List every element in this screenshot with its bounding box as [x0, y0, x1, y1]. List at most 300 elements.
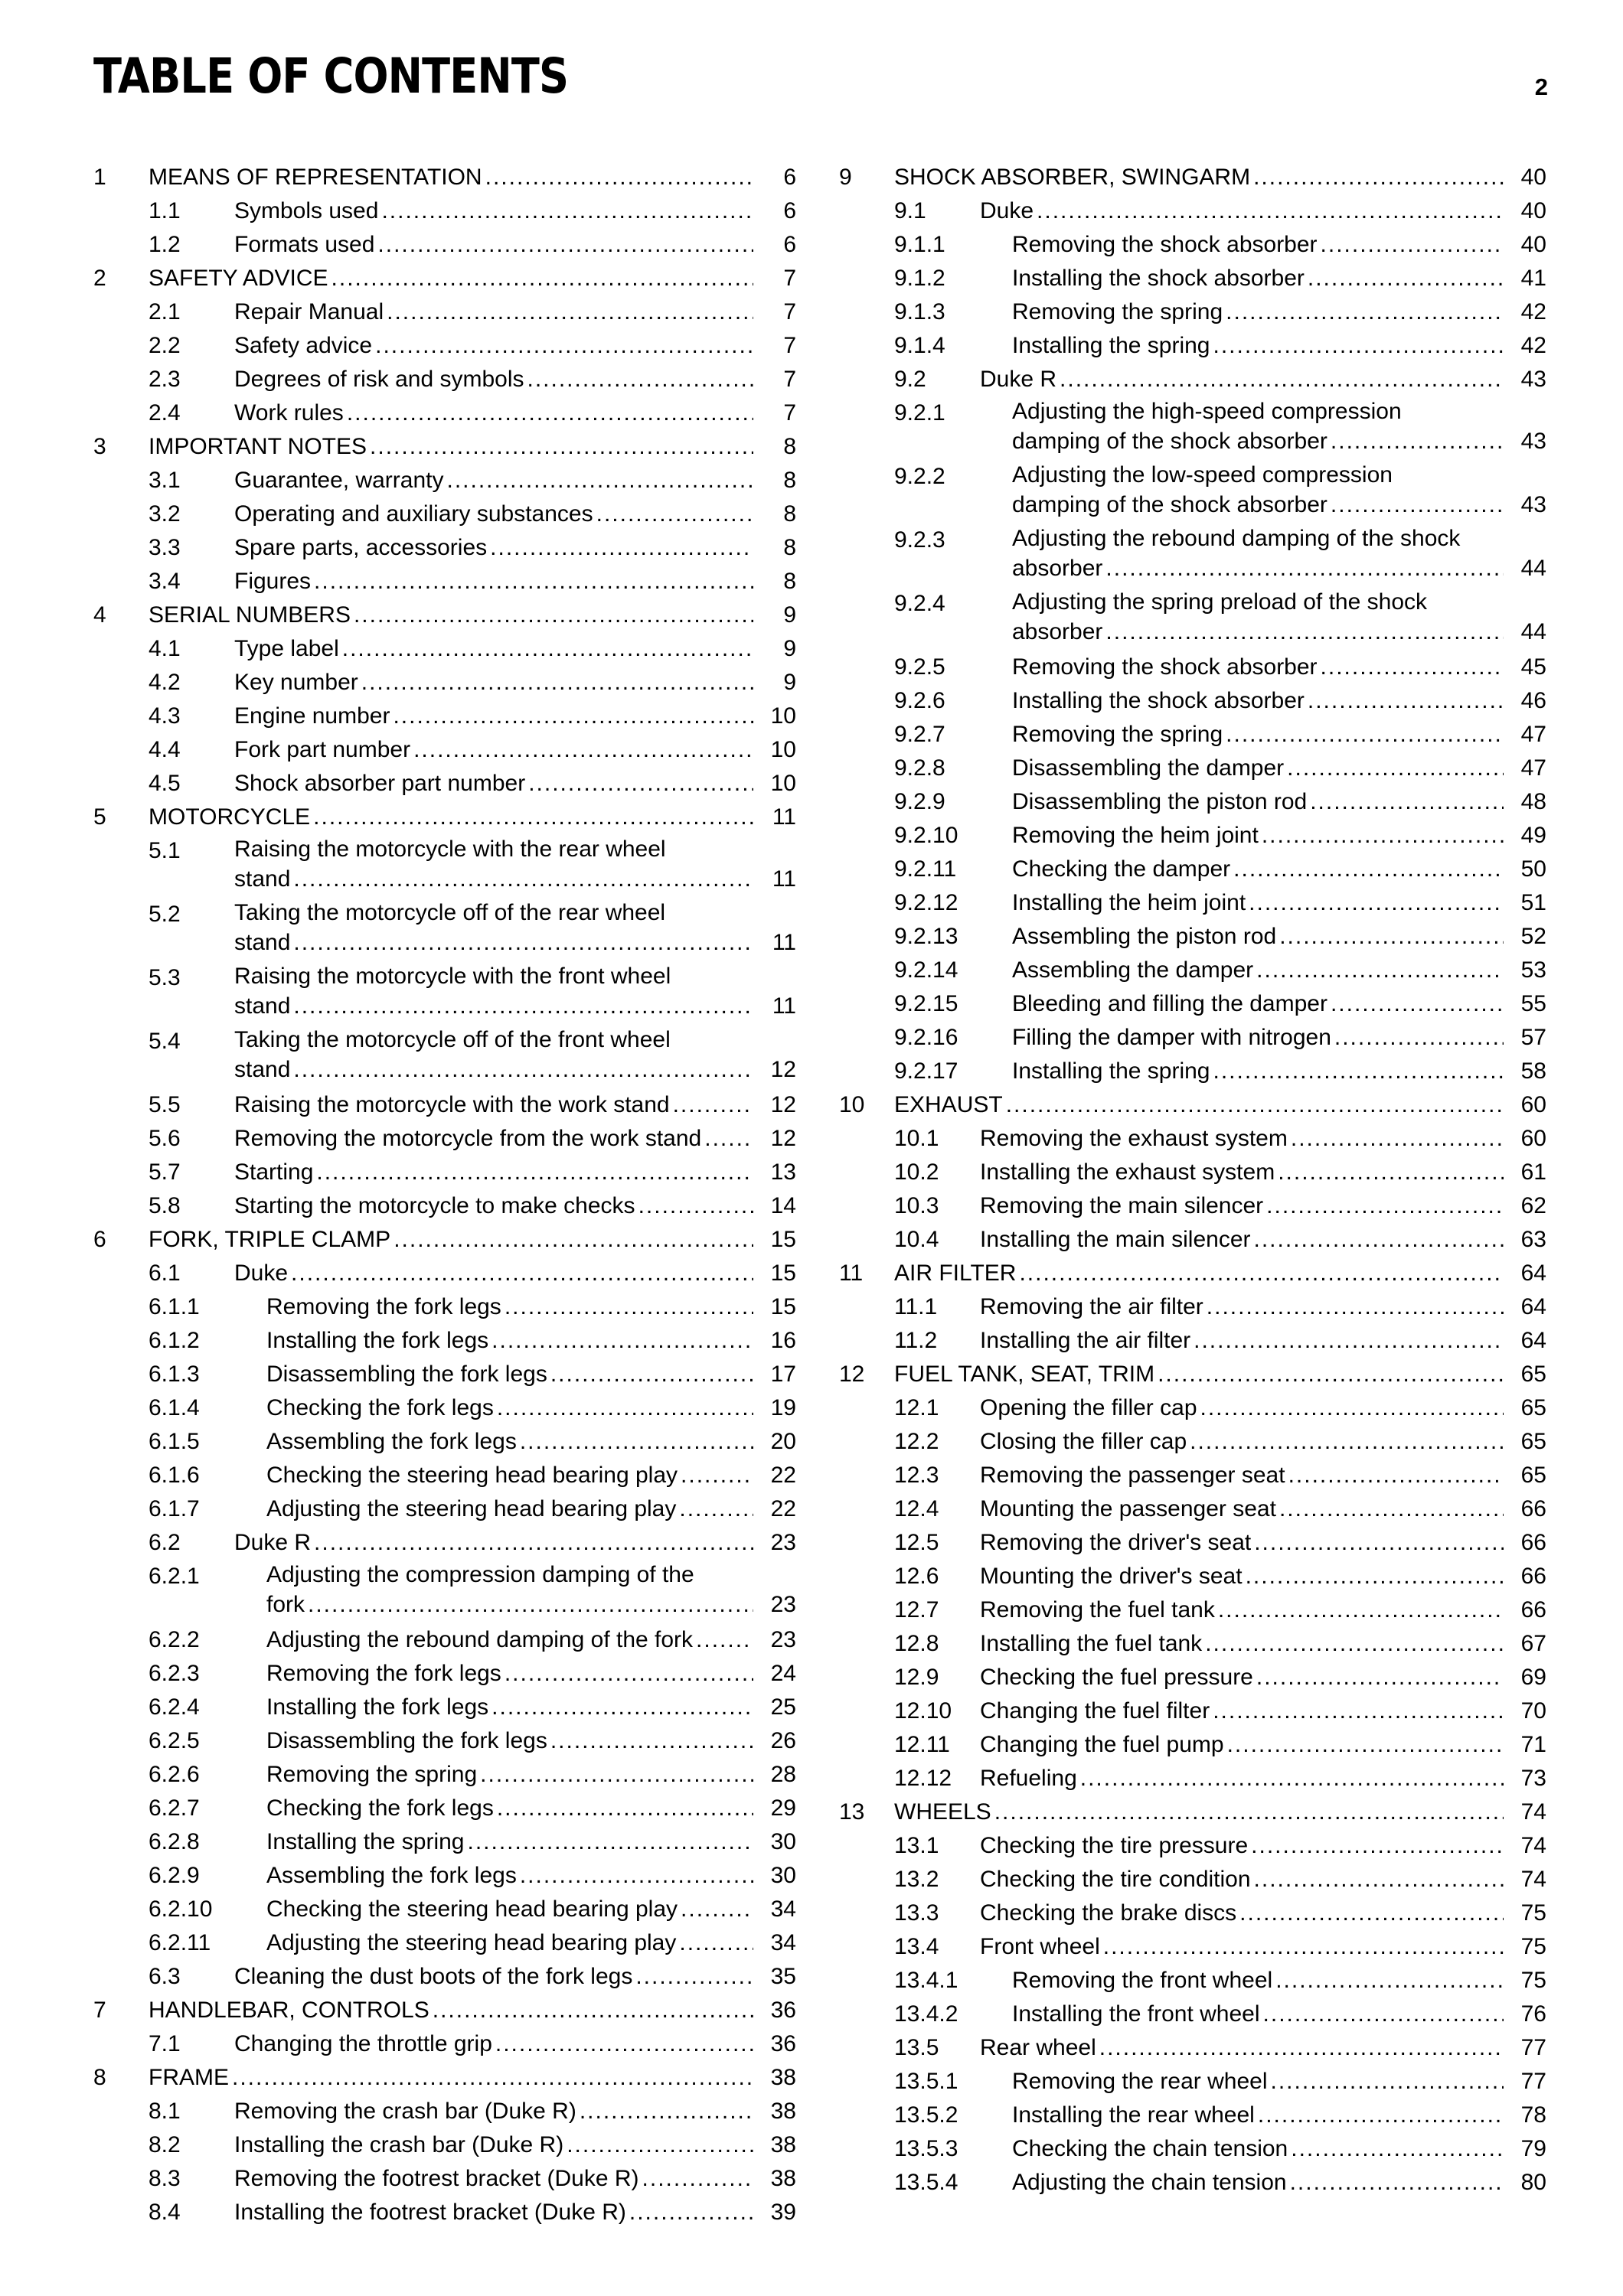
toc-entry-number: 6.1.7	[149, 1496, 200, 1521]
toc-entry-number: 4.2	[149, 670, 181, 695]
toc-entry[interactable]	[93, 228, 796, 262]
dot-leader	[1207, 1290, 1504, 1324]
toc-entry-title: Adjusting the steering head bearing play	[266, 1930, 677, 1955]
toc-entry[interactable]	[839, 1560, 1546, 1593]
toc-entry-number: 5.4	[149, 1029, 181, 1054]
toc-entry-number: 6.2.1	[149, 1564, 200, 1589]
toc-entry-number: 5.8	[149, 1193, 181, 1218]
dot-leader	[505, 1290, 753, 1324]
toc-entry-page: 12	[770, 1126, 796, 1151]
dot-leader	[1279, 1492, 1504, 1526]
toc-entry-title: Installing the spring	[266, 1829, 465, 1854]
toc-entry[interactable]	[93, 430, 796, 464]
toc-entry[interactable]	[839, 1998, 1546, 2031]
toc-entry[interactable]	[93, 194, 796, 228]
toc-entry[interactable]	[839, 1762, 1546, 1795]
toc-entry-number: 6.2.2	[149, 1627, 200, 1652]
toc-entry-page: 34	[770, 1930, 796, 1955]
dot-leader	[1256, 1661, 1504, 1694]
toc-entry[interactable]	[93, 1459, 796, 1492]
toc-entry-page: 8	[783, 501, 796, 527]
toc-entry[interactable]	[93, 598, 796, 632]
toc-entry[interactable]	[93, 898, 796, 957]
toc-entry-title: Disassembling the fork legs	[266, 1728, 547, 1753]
toc-entry[interactable]	[93, 396, 796, 430]
toc-entry-title: Duke R	[234, 1530, 312, 1555]
toc-entry-page: 64	[1520, 1261, 1546, 1286]
toc-entry[interactable]	[93, 801, 796, 834]
dot-leader	[550, 1724, 753, 1758]
toc-entry[interactable]	[93, 700, 796, 733]
toc-entry-page: 49	[1520, 823, 1546, 848]
toc-entry-page: 52	[1520, 924, 1546, 949]
toc-entry-title: Work rules	[234, 400, 344, 426]
toc-entry-title: Taking the motorcycle off of the rear wheel	[234, 900, 666, 925]
toc-entry-number: 1	[93, 165, 106, 190]
toc-entry-page: 65	[1520, 1429, 1546, 1454]
toc-entry[interactable]	[839, 1021, 1546, 1055]
toc-entry-number: 9.2.12	[894, 890, 958, 915]
toc-entry-number: 11.1	[894, 1294, 938, 1319]
toc-entry-number: 9.2.1	[894, 400, 945, 426]
toc-entry-title: Installing the fork legs	[266, 1694, 489, 1720]
toc-entry[interactable]	[839, 460, 1546, 520]
toc-entry[interactable]	[93, 1025, 796, 1084]
toc-entry-title: Removing the spring	[1012, 722, 1223, 747]
dot-leader	[413, 733, 753, 767]
toc-entry[interactable]	[93, 1560, 796, 1619]
toc-entry-page: 24	[770, 1661, 796, 1686]
toc-entry-number: 12.12	[894, 1766, 952, 1791]
toc-entry-title: Removing the passenger seat	[980, 1463, 1285, 1488]
toc-entry-number: 12.11	[894, 1732, 950, 1757]
toc-entry-number: 12.4	[894, 1496, 939, 1521]
toc-entry-title: Checking the chain tension	[1012, 2136, 1288, 2161]
dot-leader	[370, 430, 753, 464]
toc-column-right	[839, 161, 1546, 2200]
dot-leader	[528, 767, 753, 801]
toc-entry-number: 8.3	[149, 2166, 181, 2191]
toc-entry[interactable]	[93, 1257, 796, 1290]
toc-entry[interactable]	[93, 1391, 796, 1425]
toc-entry[interactable]	[839, 1863, 1546, 1896]
toc-entry[interactable]	[839, 2132, 1546, 2166]
toc-entry[interactable]	[839, 1795, 1546, 1829]
toc-entry-page: 62	[1520, 1193, 1546, 1218]
toc-entry-title: MEANS OF REPRESENTATION	[149, 165, 482, 190]
toc-entry-page: 64	[1520, 1294, 1546, 1319]
toc-entry-title: Assembling the fork legs	[266, 1863, 517, 1888]
toc-entry-number: 12.1	[894, 1395, 939, 1420]
toc-entry-title: Changing the throttle grip	[234, 2031, 492, 2056]
toc-entry-number: 3	[93, 434, 106, 459]
toc-entry-page: 66	[1520, 1496, 1546, 1521]
dot-leader	[497, 1792, 753, 1825]
toc-entry[interactable]	[93, 1425, 796, 1459]
toc-entry[interactable]	[93, 329, 796, 363]
toc-entry[interactable]	[93, 2128, 796, 2162]
toc-entry-title: Refueling	[980, 1766, 1077, 1791]
toc-entry[interactable]	[93, 1994, 796, 2027]
toc-entry[interactable]	[839, 987, 1546, 1021]
toc-entry[interactable]	[93, 733, 796, 767]
toc-entry-number: 5.7	[149, 1159, 181, 1185]
toc-entry[interactable]	[839, 396, 1546, 456]
toc-entry-number: 8.2	[149, 2132, 181, 2157]
toc-entry[interactable]	[93, 1758, 796, 1792]
toc-entry[interactable]	[839, 2065, 1546, 2099]
toc-entry[interactable]	[93, 1088, 796, 1122]
toc-entry-title: stand	[234, 1057, 291, 1082]
dot-leader	[567, 2128, 753, 2162]
toc-entry[interactable]	[93, 565, 796, 598]
toc-entry[interactable]	[93, 1825, 796, 1859]
toc-entry[interactable]	[839, 363, 1546, 396]
toc-entry-page: 12	[770, 1092, 796, 1117]
toc-entry[interactable]	[839, 1156, 1546, 1189]
toc-entry-title: Removing the fork legs	[266, 1661, 501, 1686]
toc-entry[interactable]	[93, 2162, 796, 2196]
toc-entry-title: EXHAUST	[894, 1092, 1003, 1117]
dot-leader	[527, 363, 754, 396]
toc-entry-number: 9	[839, 165, 852, 190]
toc-entry[interactable]	[839, 295, 1546, 329]
toc-entry-page: 38	[770, 2099, 796, 2124]
toc-entry-title: Checking the fork legs	[266, 1795, 494, 1821]
toc-entry[interactable]	[839, 1358, 1546, 1391]
toc-entry-title: Installing the heim joint	[1012, 890, 1246, 915]
toc-entry-number: 6.2.9	[149, 1863, 200, 1888]
toc-entry[interactable]	[839, 1223, 1546, 1257]
toc-entry[interactable]	[839, 1593, 1546, 1627]
toc-entry-number: 4.4	[149, 737, 181, 762]
toc-entry-page: 66	[1520, 1564, 1546, 1589]
toc-entry[interactable]	[93, 262, 796, 295]
toc-entry[interactable]	[93, 464, 796, 497]
toc-entry-title: Duke	[980, 198, 1034, 223]
toc-entry-number: 12	[839, 1362, 865, 1387]
toc-entry-number: 3.3	[149, 535, 181, 560]
toc-entry[interactable]	[93, 1324, 796, 1358]
toc-entry-title: Duke	[234, 1261, 289, 1286]
toc-entry[interactable]	[839, 1324, 1546, 1358]
toc-entry-number: 9.2.7	[894, 722, 945, 747]
toc-entry[interactable]	[93, 2095, 796, 2128]
toc-entry-title: Checking the steering head bearing play	[266, 1463, 678, 1488]
toc-entry[interactable]	[93, 363, 796, 396]
toc-entry[interactable]	[839, 1526, 1546, 1560]
toc-entry-title: Installing the main silencer	[980, 1227, 1251, 1252]
toc-entry-title: Opening the filler cap	[980, 1395, 1197, 1420]
toc-entry[interactable]	[839, 1728, 1546, 1762]
dot-leader	[642, 2162, 753, 2196]
toc-entry[interactable]	[839, 1122, 1546, 1156]
toc-entry[interactable]	[839, 1694, 1546, 1728]
toc-entry-title: Duke R	[980, 367, 1057, 392]
dot-leader	[1321, 651, 1504, 684]
toc-entry-title: Adjusting the spring preload of the shock	[1012, 589, 1428, 615]
toc-entry[interactable]	[839, 523, 1546, 583]
toc-entry-title: Installing the spring	[1012, 333, 1210, 358]
toc-entry-title: Removing the spring	[266, 1762, 478, 1787]
dot-leader	[1105, 553, 1504, 583]
toc-entry-page: 73	[1520, 1766, 1546, 1791]
toc-entry-title: Front wheel	[980, 1934, 1100, 1959]
dot-leader	[485, 161, 753, 194]
dot-leader	[1253, 161, 1504, 194]
toc-entry-title: Installing the front wheel	[1012, 2001, 1260, 2027]
toc-entry-title: Adjusting the low-speed compression	[1012, 462, 1393, 488]
toc-entry-title: Adjusting the high-speed compression	[1012, 399, 1402, 424]
toc-entry-page: 9	[783, 636, 796, 661]
dot-leader	[394, 1223, 753, 1257]
toc-entry-title: Raising the motorcycle with the front wheel	[234, 964, 671, 989]
toc-entry[interactable]	[93, 961, 796, 1021]
toc-entry-page: 66	[1520, 1530, 1546, 1555]
toc-entry-page: 76	[1520, 2001, 1546, 2027]
toc-entry[interactable]	[93, 1526, 796, 1560]
toc-entry[interactable]	[839, 1964, 1546, 1998]
toc-entry[interactable]	[839, 718, 1546, 752]
toc-entry-number: 5.2	[149, 902, 181, 927]
toc-entry-number: 6.2.7	[149, 1795, 200, 1821]
toc-entry-title: Starting	[234, 1159, 314, 1185]
toc-entry[interactable]	[839, 2166, 1546, 2200]
toc-entry-number: 2.2	[149, 333, 181, 358]
toc-entry-title: Installing the fork legs	[266, 1328, 489, 1353]
toc-entry[interactable]	[93, 1859, 796, 1893]
toc-entry-title: Installing the shock absorber	[1012, 688, 1305, 713]
toc-entry-number: 1.2	[149, 232, 181, 257]
toc-entry-page: 16	[770, 1328, 796, 1353]
toc-entry-page: 39	[770, 2200, 796, 2225]
toc-entry-title: Removing the main silencer	[980, 1193, 1264, 1218]
toc-entry-number: 9.2.10	[894, 823, 958, 848]
toc-entry[interactable]	[839, 1829, 1546, 1863]
toc-entry[interactable]	[839, 1189, 1546, 1223]
dot-leader	[1266, 1189, 1504, 1223]
toc-entry[interactable]	[839, 194, 1546, 228]
toc-entry-page: 50	[1520, 856, 1546, 882]
toc-entry[interactable]	[93, 1792, 796, 1825]
toc-entry-page: 38	[770, 2132, 796, 2157]
toc-entry[interactable]	[93, 1657, 796, 1691]
toc-entry[interactable]	[93, 531, 796, 565]
toc-entry[interactable]	[839, 651, 1546, 684]
toc-entry[interactable]	[93, 1358, 796, 1391]
toc-entry[interactable]	[839, 785, 1546, 819]
toc-entry-title: Removing the fork legs	[266, 1294, 501, 1319]
toc-entry-number: 6.1.6	[149, 1463, 200, 1488]
dot-leader	[1246, 1560, 1504, 1593]
toc-entry-title: MOTORCYCLE	[149, 804, 311, 830]
toc-entry[interactable]	[93, 1724, 796, 1758]
dot-leader	[468, 1825, 754, 1859]
toc-entry-page: 11	[772, 866, 796, 892]
toc-entry-title: Assembling the piston rod	[1012, 924, 1277, 949]
toc-entry[interactable]	[839, 684, 1546, 718]
toc-entry[interactable]	[839, 1088, 1546, 1122]
toc-entry-title: damping of the shock absorber	[1012, 429, 1327, 454]
toc-entry[interactable]	[93, 2196, 796, 2229]
toc-entry-page: 38	[770, 2065, 796, 2090]
toc-entry[interactable]	[93, 834, 796, 894]
toc-entry-number: 12.10	[894, 1698, 952, 1724]
toc-entry-page: 51	[1520, 890, 1546, 915]
toc-entry-page: 20	[770, 1429, 796, 1454]
toc-entry-title: Disassembling the piston rod	[1012, 789, 1308, 814]
dot-leader	[1254, 1863, 1504, 1896]
toc-entry-page: 10	[770, 703, 796, 729]
toc-entry[interactable]	[93, 497, 796, 531]
toc-entry[interactable]	[839, 1896, 1546, 1930]
toc-entry[interactable]	[93, 161, 796, 194]
toc-entry[interactable]	[93, 1926, 796, 1960]
toc-entry-title: Adjusting the rebound damping of the fork	[266, 1627, 694, 1652]
toc-entry-page: 36	[770, 1998, 796, 2023]
dot-leader	[1103, 1930, 1504, 1964]
toc-entry[interactable]	[93, 1492, 796, 1526]
toc-entry-title: Repair Manual	[234, 299, 384, 325]
dot-leader	[1331, 987, 1504, 1021]
dot-leader	[342, 632, 753, 666]
toc-entry[interactable]	[839, 1459, 1546, 1492]
toc-entry[interactable]	[839, 2099, 1546, 2132]
toc-entry[interactable]	[93, 1960, 796, 1994]
dot-leader	[377, 228, 753, 262]
toc-entry[interactable]	[839, 161, 1546, 194]
toc-entry-page: 29	[770, 1795, 796, 1821]
toc-entry[interactable]	[839, 329, 1546, 363]
dot-leader	[638, 1189, 753, 1223]
toc-entry-number: 12.2	[894, 1429, 939, 1454]
toc-entry-title: AIR FILTER	[894, 1261, 1017, 1286]
toc-entry-page: 60	[1520, 1092, 1546, 1117]
toc-entry-page: 79	[1520, 2136, 1546, 2161]
toc-entry[interactable]	[93, 1122, 796, 1156]
toc-entry-title: stand	[234, 866, 291, 892]
toc-entry[interactable]	[839, 2031, 1546, 2065]
toc-entry[interactable]	[839, 853, 1546, 886]
toc-entry[interactable]	[93, 295, 796, 329]
toc-entry[interactable]	[93, 2061, 796, 2095]
dot-leader	[316, 1156, 753, 1189]
toc-entry-page: 6	[783, 232, 796, 257]
toc-entry[interactable]	[839, 1492, 1546, 1526]
toc-entry-number: 9.2.8	[894, 755, 945, 781]
toc-entry-page: 47	[1520, 755, 1546, 781]
toc-entry[interactable]	[93, 1223, 796, 1257]
toc-entry-page: 47	[1520, 722, 1546, 747]
toc-entry[interactable]	[839, 1930, 1546, 1964]
toc-entry[interactable]	[839, 920, 1546, 954]
toc-entry[interactable]	[839, 1257, 1546, 1290]
toc-entry-title: Installing the air filter	[980, 1328, 1191, 1353]
toc-entry-number: 5.1	[149, 838, 181, 863]
toc-entry[interactable]	[839, 886, 1546, 920]
dot-leader	[491, 1691, 753, 1724]
dot-leader	[629, 2196, 753, 2229]
toc-entry[interactable]	[839, 1627, 1546, 1661]
toc-entry-number: 8	[93, 2065, 106, 2090]
toc-entry[interactable]	[93, 2027, 796, 2061]
dot-leader	[1200, 1391, 1504, 1425]
toc-entry-number: 8.1	[149, 2099, 181, 2124]
toc-entry-page: 23	[770, 1627, 796, 1652]
toc-entry-number: 9.2.5	[894, 654, 945, 680]
dot-leader	[1006, 1088, 1504, 1122]
toc-entry-page: 42	[1520, 299, 1546, 325]
toc-entry-number: 13.4.2	[894, 2001, 958, 2027]
toc-entry-title: Installing the spring	[1012, 1058, 1210, 1084]
toc-entry[interactable]	[93, 1893, 796, 1926]
toc-entry[interactable]	[93, 767, 796, 801]
toc-entry-number: 13.5	[894, 2035, 939, 2060]
toc-entry-number: 9.2.15	[894, 991, 958, 1016]
toc-entry-page: 75	[1520, 1900, 1546, 1926]
toc-entry-title: SERIAL NUMBERS	[149, 602, 351, 628]
toc-entry[interactable]	[839, 1661, 1546, 1694]
toc-entry[interactable]	[839, 1425, 1546, 1459]
dot-leader	[497, 1391, 753, 1425]
toc-entry[interactable]	[93, 1290, 796, 1324]
toc-entry-page: 7	[783, 333, 796, 358]
dot-leader	[1254, 1223, 1504, 1257]
dot-leader	[354, 598, 753, 632]
toc-entry[interactable]	[839, 587, 1546, 647]
dot-leader	[293, 1055, 753, 1084]
toc-entry-page: 48	[1520, 789, 1546, 814]
toc-entry[interactable]	[839, 228, 1546, 262]
toc-entry[interactable]	[839, 262, 1546, 295]
toc-entry[interactable]	[839, 1055, 1546, 1088]
toc-entry-title: Removing the footrest bracket (Duke R)	[234, 2166, 639, 2191]
dot-leader	[1278, 1156, 1504, 1189]
toc-entry[interactable]	[93, 632, 796, 666]
toc-entry-title: Checking the steering head bearing play	[266, 1896, 678, 1922]
dot-leader	[696, 1623, 753, 1657]
toc-entry-title: Removing the motorcycle from the work stand	[234, 1126, 702, 1151]
toc-entry-number: 9.2.9	[894, 789, 945, 814]
toc-entry[interactable]	[93, 1156, 796, 1189]
toc-entry-number: 2.1	[149, 299, 181, 325]
toc-entry-title: Raising the motorcycle with the rear wheel	[234, 837, 666, 862]
toc-entry-title: Mounting the passenger seat	[980, 1496, 1276, 1521]
toc-entry[interactable]	[93, 1189, 796, 1223]
toc-entry[interactable]	[839, 819, 1546, 853]
toc-entry-page: 11	[772, 804, 796, 830]
dot-leader	[490, 531, 753, 565]
toc-entry[interactable]	[93, 666, 796, 700]
dot-leader	[331, 262, 753, 295]
toc-entry[interactable]	[839, 1290, 1546, 1324]
dot-leader	[313, 801, 753, 834]
toc-entry[interactable]	[93, 1691, 796, 1724]
toc-entry-page: 78	[1520, 2102, 1546, 2128]
toc-entry[interactable]	[93, 1623, 796, 1657]
toc-entry[interactable]	[839, 954, 1546, 987]
toc-entry-number: 13.3	[894, 1900, 939, 1926]
toc-entry[interactable]	[839, 1391, 1546, 1425]
toc-entry-page: 13	[770, 1159, 796, 1185]
dot-leader	[314, 1526, 753, 1560]
toc-entry[interactable]	[839, 752, 1546, 785]
dot-leader	[681, 1459, 753, 1492]
toc-entry-title: Bleeding and filling the damper	[1012, 991, 1327, 1016]
toc-entry-title: Installing the shock absorber	[1012, 266, 1305, 291]
toc-entry-title: Guarantee, warranty	[234, 468, 444, 493]
toc-entry-page: 77	[1520, 2035, 1546, 2060]
